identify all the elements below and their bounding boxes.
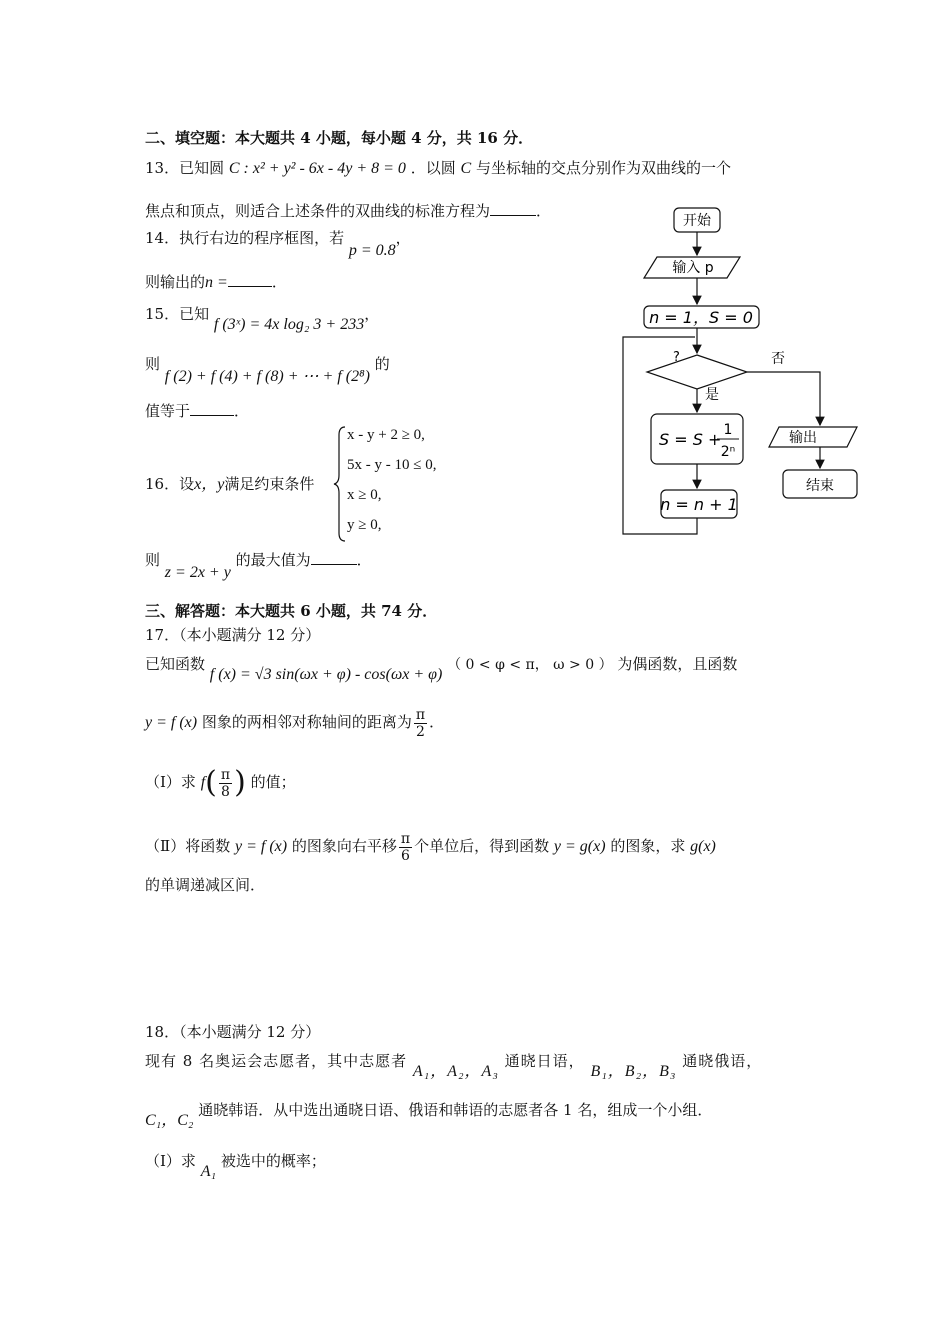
q17-part1-eight: 8	[221, 783, 230, 800]
q13-circle-equation: C : x² + y² - 6x - 4y + 8 = 0	[228, 160, 406, 177]
q17-part1-end: 的值；	[250, 773, 296, 791]
q17-part1-f: f	[200, 774, 206, 791]
q17-y-fx: y = f (x)	[145, 714, 198, 731]
q15-text: 15．已知	[145, 305, 210, 323]
q16-objective: z = 2x + y	[164, 564, 231, 581]
q18-title: 18．（本小题满分 12 分）	[145, 1023, 321, 1041]
q14-line2	[145, 272, 287, 293]
q16-line1	[145, 474, 314, 495]
q13-end: ．	[536, 202, 552, 220]
q14-p-value: p = 0.8	[348, 242, 396, 259]
q18-b-list: B₁，B₂，B₃	[590, 1063, 677, 1080]
q17-part1-label: （Ⅰ）求	[145, 773, 196, 791]
left-paren-icon: (	[205, 765, 217, 800]
q16-constraint-4: y ≥ 0,	[347, 517, 382, 533]
q18-line2	[145, 1100, 713, 1129]
flowchart-end-label: 结束	[806, 478, 834, 494]
q14-text: 14．执行右边的程序框图，若	[145, 229, 345, 247]
left-brace-icon	[333, 425, 347, 543]
q16-line2	[145, 550, 372, 581]
q16-answer-blank[interactable]	[311, 550, 357, 565]
q17-even: 为偶函数，且函数	[617, 655, 738, 673]
q13-rest: 与坐标轴的交点分别作为双曲线的一个	[475, 159, 731, 177]
q14-answer-blank[interactable]	[228, 272, 272, 287]
q15-then: 则	[145, 355, 161, 373]
q17-line2	[145, 702, 444, 743]
q17-pi-over-6	[399, 831, 412, 864]
q17-part2-y: y = f (x)	[234, 838, 288, 855]
q17-part2	[145, 826, 716, 867]
q17-last-line: 的单调递减区间．	[145, 876, 266, 894]
q17-part2-b: 的图象向右平移	[291, 837, 397, 855]
q18-part1-b: 被选中的概率；	[220, 1152, 326, 1170]
flowchart-start-label: 开始	[683, 213, 711, 229]
q13-line2-text: 焦点和顶点，则适合上述条件的双曲线的标准方程为	[145, 202, 491, 220]
q17-part2-g: y = g(x)	[553, 838, 606, 855]
q15-line3-text: 值等于	[145, 402, 191, 420]
flowchart-init-label: n = 1，S = 0	[649, 308, 753, 327]
q15-line1	[145, 304, 380, 333]
q14-line2-text: 则输出的	[145, 273, 206, 291]
q16-text: 16．设	[145, 475, 195, 493]
q14-end: ．	[271, 273, 287, 291]
section3-header: 三、解答题：本大题共 6 小题，共 74 分．	[145, 602, 438, 620]
q15-end: ．	[234, 402, 250, 420]
q14-comma: ，	[395, 229, 411, 247]
flowchart-update-s-den: 2ⁿ	[720, 444, 736, 460]
q13-answer-blank[interactable]	[490, 201, 536, 216]
q18-line1-b: 通晓日语，	[504, 1052, 585, 1070]
flowchart-yes-label: 是	[705, 387, 719, 403]
q13-circle-name: C	[460, 160, 472, 177]
q14-n: n =	[205, 274, 228, 291]
q17-part2-six: 6	[401, 847, 410, 864]
q17-pi-over-2	[414, 707, 427, 740]
q17-line1	[145, 654, 738, 683]
q15-line2	[145, 354, 390, 385]
q15-answer-blank[interactable]	[190, 401, 234, 416]
flowchart-no-label: 否	[771, 351, 785, 367]
q13-line1	[145, 158, 731, 179]
q17-pi: π	[415, 706, 426, 723]
q15-comma: ，	[364, 305, 380, 323]
q17-two: 2	[416, 723, 425, 740]
section2-header: 二、填空题：本大题共 4 小题，每小题 4 分，共 16 分．	[145, 129, 534, 147]
q17-part2-a: （Ⅱ）将函数	[145, 837, 231, 855]
q13-number: 13．已知圆	[145, 159, 225, 177]
flowchart-update-n-label: n = n + 1	[660, 495, 738, 514]
q18-c-list: C₁，C₂	[145, 1112, 194, 1129]
q17-part2-c: 个单位后，得到函数	[414, 837, 550, 855]
flowchart-output-label: 输出	[789, 430, 817, 446]
flowchart	[615, 200, 875, 545]
q16-constraint-2: 5x - y - 10 ≤ 0,	[347, 457, 437, 473]
q18-line2-text: 通晓韩语．从中选出通晓日语、俄语和韩语的志愿者各 1 名，组成一个小组．	[198, 1101, 713, 1119]
flowchart-decision-diamond	[647, 355, 747, 389]
flowchart-update-s-num: 1	[723, 422, 733, 438]
q18-a1: A₁	[200, 1163, 217, 1180]
q18-line1-a: 现有 8 名奥运会志愿者，其中志愿者	[145, 1052, 408, 1070]
q17-part2-gx: g(x)	[690, 838, 716, 855]
q18-line1	[145, 1051, 763, 1080]
q17-function: f (x) = √3 sin(ωx + φ) - cos(ωx + φ)	[209, 666, 443, 683]
q17-part2-d: 的图象，求	[610, 837, 686, 855]
q13-mid: ．以圆	[410, 159, 456, 177]
q18-line1-c: 通晓俄语，	[682, 1052, 763, 1070]
right-paren-icon: )	[234, 765, 246, 800]
q17-part1	[145, 760, 296, 805]
q16-then: 则	[145, 551, 161, 569]
q17-intro: 已知函数	[145, 655, 206, 673]
q17-condition: （ 0 < φ < π， ω > 0 ）	[447, 657, 613, 673]
flowchart-update-s-lhs: S = S +	[659, 430, 722, 449]
q16-vars: x，y	[194, 476, 225, 493]
q14-line1	[145, 228, 411, 259]
q16-cond: 满足约束条件	[224, 475, 315, 493]
q17-title: 17．（本小题满分 12 分）	[145, 626, 321, 644]
q18-part1	[145, 1151, 326, 1180]
q17-line2-text: 图象的两相邻对称轴间的距离为	[201, 713, 412, 731]
q16-constraint-system	[333, 425, 493, 545]
q15-sum: f (2) + f (4) + f (8) + ⋯ + f (2⁸)	[164, 368, 370, 385]
q16-ask: 的最大值为	[235, 551, 311, 569]
q17-pi-over-8	[219, 767, 232, 800]
q17-part1-pi: π	[220, 766, 231, 783]
q16-constraint-3: x ≥ 0,	[347, 487, 382, 503]
q17-part2-pi: π	[400, 830, 411, 847]
q16-constraint-1: x - y + 2 ≥ 0,	[347, 427, 425, 443]
q18-a-list: A₁，A₂，A₃	[412, 1063, 499, 1080]
q16-end: ．	[356, 551, 372, 569]
flowchart-input-label: 输入 p	[672, 260, 714, 276]
flowchart-question-label: ?	[673, 350, 680, 365]
q15-de: 的	[374, 355, 390, 373]
q18-part1-a: （Ⅰ）求	[145, 1152, 196, 1170]
q13-line2	[145, 201, 551, 221]
q15-line3	[145, 401, 249, 421]
q17-line2-end: ．	[429, 713, 445, 731]
q15-equation: f (3ˣ) = 4x log₂ 3 + 233	[213, 316, 365, 333]
